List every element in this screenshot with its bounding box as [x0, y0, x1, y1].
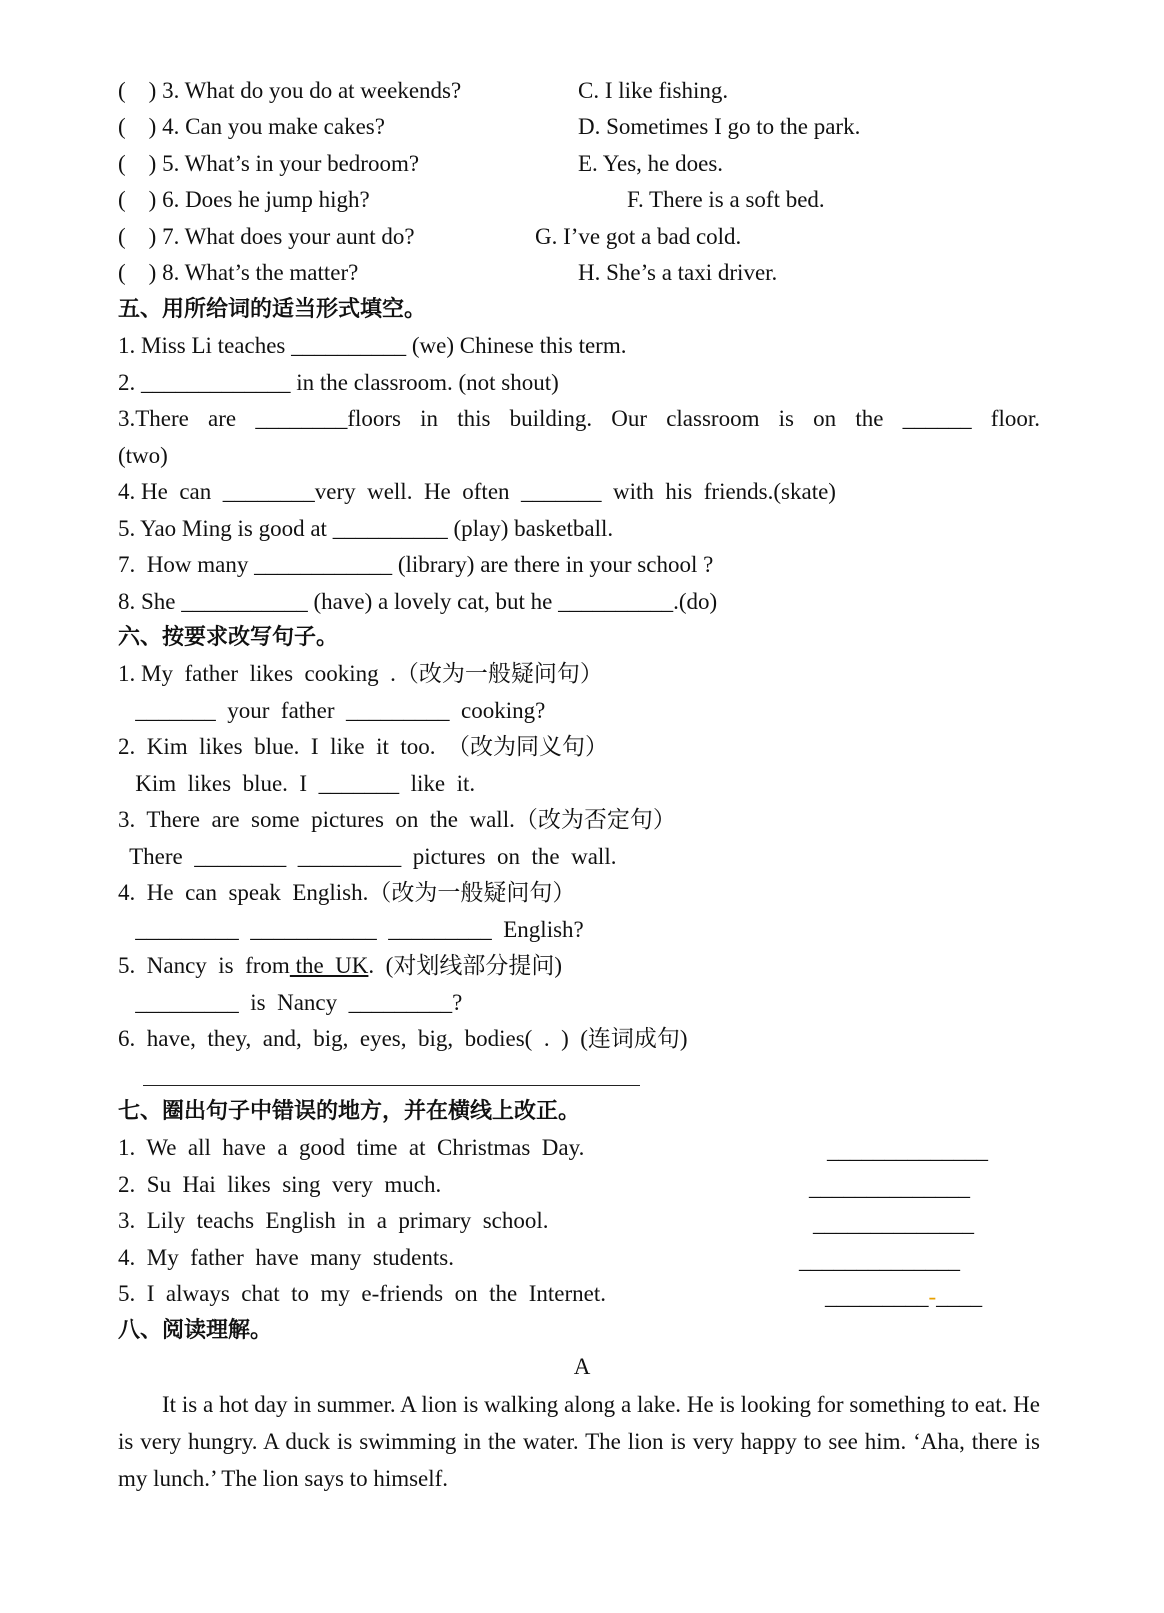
section-5-heading: 五、用所给词的适当形式填空。 [118, 297, 427, 322]
matching-question-4: ( ) 4. Can you make cakes? [118, 114, 385, 139]
section-8-heading: 八、阅读理解。 [118, 1318, 273, 1343]
matching-answer-c: C. I like fishing. [578, 78, 729, 103]
correction-blank-5-mark: - [928, 1284, 937, 1309]
rewrite-question-5-pre: 5. Nancy is from [118, 953, 290, 978]
error-question-1: 1. We all have a good time at Christmas Day. [118, 1135, 585, 1160]
fill-question-8: 8. She ___________ (have) a lovely cat, but he __________.(do) [118, 589, 718, 614]
correction-blank-5-part-b: ____ [936, 1284, 983, 1309]
passage-title: A [573, 1354, 591, 1379]
error-question-2: 2. Su Hai likes sing very much. [118, 1172, 442, 1197]
rewrite-answer-3: There ________ _________ pictures on the wall. [118, 844, 617, 869]
matching-answer-e: E. Yes, he does. [578, 151, 724, 176]
rewrite-answer-4: _________ ___________ _________ English? [118, 917, 584, 942]
matching-answer-h: H. She’s a taxi driver. [578, 260, 778, 285]
rewrite-answer-6-line [143, 1085, 640, 1086]
correction-blank-5 [825, 1280, 982, 1314]
rewrite-answer-2: Kim likes blue. I _______ like it. [118, 771, 476, 796]
rewrite-question-6: 6. have, they, and, big, eyes, big, bodies( . ) (连词成句) [118, 1026, 688, 1051]
correction-blank-4: ______________ [799, 1248, 960, 1273]
fill-question-5: 5. Yao Ming is good at __________ (play) basketball. [118, 516, 614, 541]
error-question-3: 3. Lily teachs English in a primary school. [118, 1208, 549, 1233]
matching-question-8: ( ) 8. What’s the matter? [118, 260, 359, 285]
rewrite-question-1: 1. My father likes cooking .（改为一般疑问句） [118, 661, 603, 686]
correction-blank-2: ______________ [809, 1175, 970, 1200]
passage-text: It is a hot day in summer. A lion is walking along a lake. He is looking for something to eat. He is very hungry. A duck is swimming in the water. The lion is very happy to see him. ‘Aha, there is my lunch.’ The lion says to himself. [118, 1392, 1040, 1491]
fill-question-1: 1. Miss Li teaches __________ (we) Chinese this term. [118, 333, 627, 358]
matching-answer-g: G. I’ve got a bad cold. [535, 224, 742, 249]
section-6-heading: 六、按要求改写句子。 [118, 625, 339, 650]
fill-question-3: 3.There are ________floors in this building. Our classroom is on the ______ floor. [118, 406, 1040, 431]
matching-question-6: ( ) 6. Does he jump high? [118, 187, 370, 212]
fill-question-3-hint: (two) [118, 443, 168, 468]
rewrite-question-3: 3. There are some pictures on the wall.（改为否定句） [118, 807, 676, 832]
correction-blank-1: ______________ [827, 1138, 988, 1163]
error-question-4: 4. My father have many students. [118, 1245, 454, 1270]
rewrite-question-2: 2. Kim likes blue. I like it too. （改为同义句） [118, 734, 608, 759]
fill-question-4: 4. He can ________very well. He often _______ with his friends.(skate) [118, 479, 836, 504]
underlined-phrase: the UK [289, 953, 369, 978]
fill-question-2: 2. _____________ in the classroom. (not shout) [118, 370, 559, 395]
correction-blank-5-part-a: _________ [825, 1284, 929, 1309]
section-7-heading: 七、圈出句子中错误的地方，并在横线上改正。 [118, 1099, 581, 1124]
matching-question-7: ( ) 7. What does your aunt do? [118, 224, 415, 249]
rewrite-answer-5: _________ is Nancy _________? [118, 990, 463, 1015]
rewrite-answer-1: _______ your father _________ cooking? [118, 698, 546, 723]
matching-question-5: ( ) 5. What’s in your bedroom? [118, 151, 420, 176]
fill-question-7: 7. How many ____________ (library) are there in your school ? [118, 552, 714, 577]
matching-answer-d: D. Sometimes I go to the park. [578, 114, 861, 139]
rewrite-question-4: 4. He can speak English.（改为一般疑问句） [118, 880, 576, 905]
rewrite-question-5-post: . (对划线部分提问) [368, 953, 562, 978]
correction-blank-3: ______________ [813, 1211, 974, 1236]
error-question-5: 5. I always chat to my e-friends on the Internet. [118, 1281, 606, 1306]
matching-answer-f: F. There is a soft bed. [627, 187, 825, 212]
rewrite-question-5 [118, 949, 562, 983]
matching-question-3: ( ) 3. What do you do at weekends? [118, 78, 462, 103]
